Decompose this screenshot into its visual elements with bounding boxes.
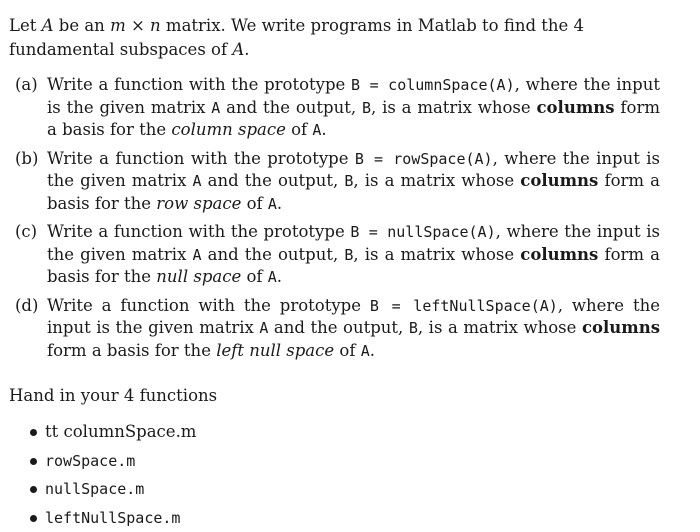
emphasis-italic: row space (156, 194, 241, 213)
task-list (9, 74, 660, 362)
item-text: Write a function with the prototype (47, 222, 350, 241)
item-text: , is a matrix whose (353, 245, 520, 264)
item-text: form a basis for the (47, 245, 660, 287)
item-text: , where the input is the given matrix (47, 75, 660, 117)
item-text: , is a matrix whose (353, 171, 520, 190)
item-text: and the output, (268, 318, 408, 337)
item-text: . (370, 341, 375, 360)
item-text: form a basis for the (47, 171, 660, 213)
item-label: (c) (15, 221, 37, 243)
file-item (9, 447, 660, 476)
code-symbol: A (268, 195, 277, 213)
intro-text: . (244, 40, 249, 59)
math-symbol: n (150, 16, 161, 35)
task-item-c (9, 221, 660, 289)
task-item-d (9, 295, 660, 363)
emphasis-italic: null space (156, 267, 241, 286)
code-prototype: B = leftNullSpace(A) (370, 297, 558, 315)
item-text: form a basis for the (47, 98, 660, 140)
code-prototype: B = nullSpace(A) (350, 223, 495, 241)
item-text: Write a function with the prototype (47, 296, 370, 315)
item-text: Write a function with the prototype (47, 149, 355, 168)
bullet-icon (30, 515, 37, 522)
item-text: of (241, 194, 268, 213)
emphasis-bold: columns (520, 171, 598, 190)
item-text: of (286, 120, 313, 139)
code-symbol: A (211, 99, 220, 117)
code-symbol: A (361, 342, 370, 360)
intro-text: matrix. We write programs in Matlab to find the 4 fundamental subspaces of (9, 16, 584, 59)
task-item-b (9, 148, 660, 216)
bullet-icon (30, 486, 37, 493)
item-text: . (277, 267, 282, 286)
file-item (9, 418, 660, 447)
file-name: nullSpace.m (45, 480, 144, 498)
bullet-icon (30, 429, 37, 436)
item-text: , where the input is the given matrix (47, 222, 660, 264)
code-symbol: A (193, 246, 202, 264)
file-name: leftNullSpace.m (45, 509, 180, 527)
file-name: rowSpace.m (45, 452, 135, 470)
item-label: (a) (15, 74, 38, 96)
math-operator: × (126, 16, 150, 35)
item-text: and the output, (220, 98, 362, 117)
item-text: Write a function with the prototype (47, 75, 351, 94)
task-item-a (9, 74, 660, 142)
code-symbol: B (344, 172, 353, 190)
emphasis-bold: columns (582, 318, 660, 337)
math-symbol: m (110, 16, 126, 35)
file-item (9, 475, 660, 504)
code-symbol: B (344, 246, 353, 264)
code-symbol: B (409, 319, 418, 337)
item-text: . (321, 120, 326, 139)
file-list (9, 418, 660, 532)
file-name: tt columnSpace.m (45, 422, 196, 441)
code-prototype: B = columnSpace(A) (351, 76, 515, 94)
item-text: , is a matrix whose (418, 318, 582, 337)
file-item (9, 504, 660, 532)
emphasis-bold: columns (537, 98, 615, 117)
code-prototype: B = rowSpace(A) (355, 150, 493, 168)
item-label: (b) (15, 148, 38, 170)
item-text: of (334, 341, 361, 360)
item-text: . (277, 194, 282, 213)
item-text: of (241, 267, 268, 286)
intro-text: Let (9, 16, 42, 35)
intro-paragraph (9, 14, 660, 62)
emphasis-italic: left null space (216, 341, 334, 360)
item-label: (d) (15, 295, 38, 317)
item-text: and the output, (202, 245, 345, 264)
bullet-icon (30, 458, 37, 465)
math-symbol: A (42, 16, 54, 35)
emphasis-italic: column space (171, 120, 285, 139)
item-text: , where the input is the given matrix (47, 149, 660, 191)
code-symbol: A (312, 121, 321, 139)
intro-text: be an (54, 16, 111, 35)
item-text: , where the input is the given matrix (47, 296, 660, 338)
item-text: form a basis for the (47, 341, 216, 360)
code-symbol: A (193, 172, 202, 190)
code-symbol: A (259, 319, 268, 337)
item-text: and the output, (202, 171, 345, 190)
code-symbol: A (268, 268, 277, 286)
handin-heading: Hand in your 4 functions (9, 384, 660, 408)
item-text: , is a matrix whose (371, 98, 537, 117)
emphasis-bold: columns (520, 245, 598, 264)
math-symbol: A (232, 40, 244, 59)
code-symbol: B (362, 99, 371, 117)
